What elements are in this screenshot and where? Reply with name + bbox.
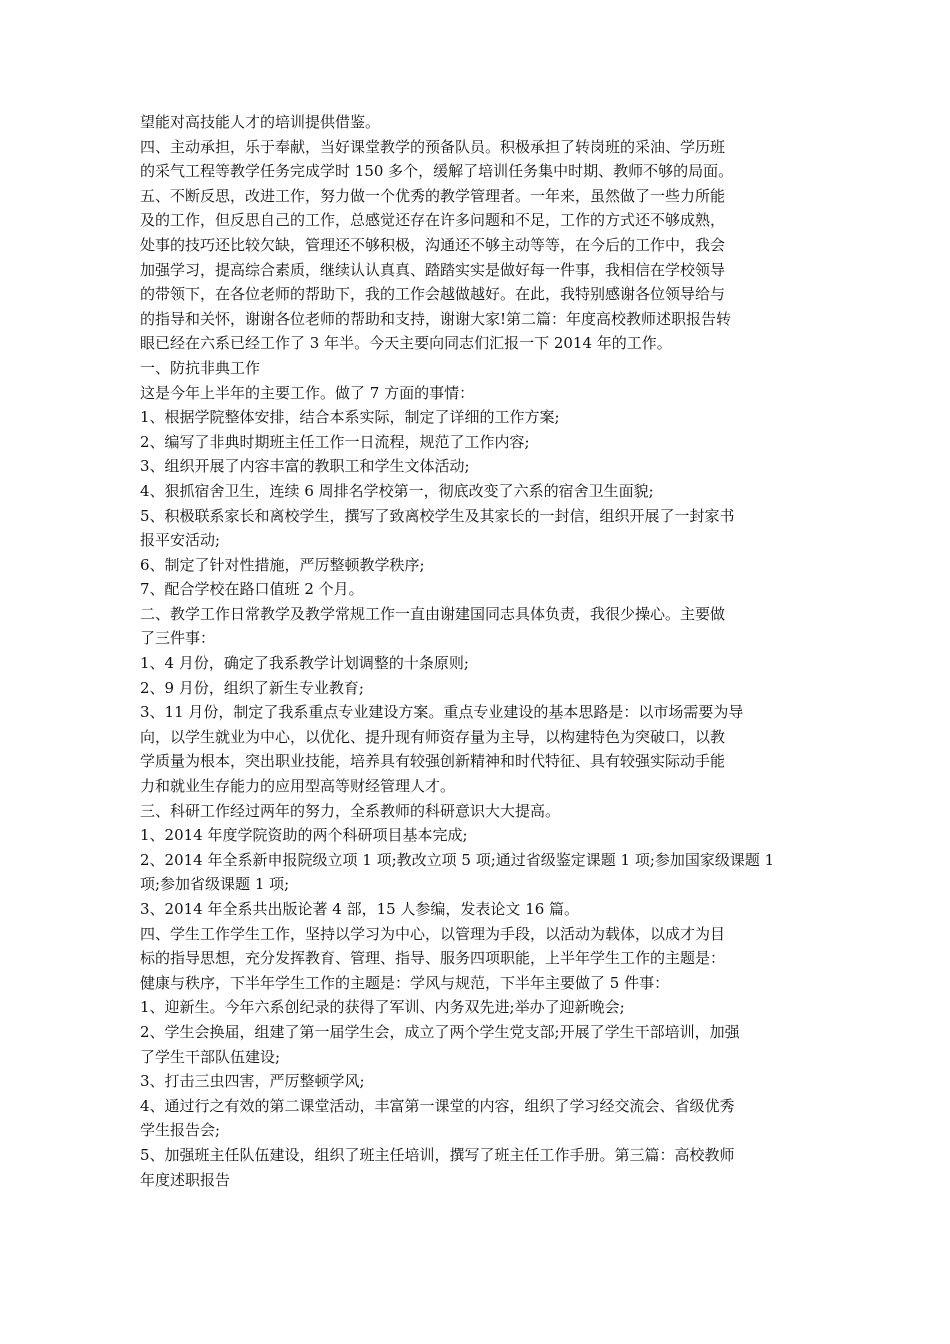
text-line: 三、科研工作经过两年的努力，全系教师的科研意识大大提高。 — [140, 801, 561, 820]
text-line: 的带领下，在各位老师的帮助下，我的工作会越做越好。在此，我特别感谢各位领导给与 — [140, 285, 726, 304]
text-line: 眼已经在六系已经工作了 3 年半。今天主要向同志们汇报一下 2014 年的工作。 — [140, 334, 672, 353]
text-line: 这是今年上半年的主要工作。做了 7 方面的事情： — [140, 383, 475, 402]
text-line: 5、加强班主任队伍建设，组织了班主任培训，撰写了班主任工作手册。第三篇：高校教师 — [140, 1145, 735, 1164]
text-line: 2、9 月份，组织了新生专业教育; — [140, 678, 364, 697]
text-line: 的采气工程等教学任务完成学时 150 多个，缓解了培训任务集中时期、教师不够的局面。 — [140, 162, 734, 181]
text-line: 了学生干部队伍建设; — [140, 1047, 281, 1066]
text-line: 五、不断反思，改进工作，努力做一个优秀的教学管理者。一年来，虽然做了一些力所能 — [140, 186, 726, 205]
text-line: 力和就业生存能力的应用型高等财经管理人才。 — [140, 777, 456, 796]
text-line: 2、2014 年全系新申报院级立项 1 项;教改立项 5 项;通过省级鉴定课题 1 项;参加国家级课题 1 — [140, 850, 775, 869]
text-line: 健康与秩序，下半年学生工作的主题是：学风与规范，下半年主要做了 5 件事： — [140, 973, 670, 992]
text-line: 3、2014 年全系共出版论著 4 部，15 人参编，发表论文 16 篇。 — [140, 900, 580, 918]
text-line: 5、积极联系家长和离校学生，撰写了致离校学生及其家长的一封信，组织开展了一封家书 — [140, 506, 735, 525]
text-line: 加强学习，提高综合素质，继续认认真真、踏踏实实是做好每一件事，我相信在学校领导 — [140, 260, 726, 279]
text-line: 年度述职报告 — [140, 1170, 231, 1189]
text-line: 报平安活动; — [140, 531, 221, 550]
text-line: 1、迎新生。今年六系创纪录的获得了军训、内务双先进;举办了迎新晚会; — [140, 998, 625, 1017]
text-line: 二、教学工作日常教学及教学常规工作一直由谢建国同志具体负责，我很少操心。主要做 — [140, 604, 726, 623]
text-line: 学生报告会; — [140, 1121, 221, 1140]
text-line: 标的指导思想，充分发挥教育、管理、指导、服务四项职能，上半年学生工作的主题是： — [140, 949, 726, 968]
text-line: 6、制定了针对性措施，严厉整顿教学秩序; — [140, 555, 425, 574]
text-line: 7、配合学校在路口值班 2 个月。 — [140, 580, 364, 599]
text-line: 4、通过行之有效的第二课堂活动，丰富第一课堂的内容，组织了学习经交流会、省级优秀 — [140, 1096, 735, 1115]
text-line: 1、根据学院整体安排，结合本系实际，制定了详细的工作方案; — [140, 408, 560, 427]
text-line: 2、学生会换届，组建了第一届学生会，成立了两个学生党支部;开展了学生干部培训，加强 — [140, 1022, 740, 1041]
text-line: 一、防抗非典工作 — [140, 358, 261, 377]
text-line: 项;参加省级课题 1 项; — [140, 875, 290, 894]
document-body — [140, 110, 820, 1192]
text-line: 2、编写了非典时期班主任工作一日流程，规范了工作内容; — [140, 432, 530, 451]
text-line: 3、打击三虫四害，严厉整顿学风; — [140, 1072, 365, 1091]
text-line: 1、4 月份，确定了我系教学计划调整的十条原则; — [140, 654, 469, 673]
text-line: 学质量为根本，突出职业技能，培养具有较强创新精神和时代特征、具有较强实际动手能 — [140, 752, 726, 771]
text-line: 4、狠抓宿舍卫生，连续 6 周排名学校第一，彻底改变了六系的宿舍卫生面貌; — [140, 481, 654, 500]
text-line: 四、学生工作学生工作，坚持以学习为中心，以管理为手段，以活动为载体，以成才为目 — [140, 924, 726, 943]
text-line: 了三件事： — [140, 629, 216, 648]
text-line: 3、11 月份，制定了我系重点专业建设方案。重点专业建设的基本思路是：以市场需要为导 — [140, 703, 744, 722]
text-line: 1、2014 年度学院资助的两个科研项目基本完成; — [140, 826, 468, 845]
text-line: 3、组织开展了内容丰富的教职工和学生文体活动; — [140, 457, 470, 476]
text-line: 向，以学生就业为中心，以优化、提升现有师资存量为主导，以构建特色为突破口，以教 — [140, 727, 726, 746]
text-line: 及的工作，但反思自己的工作，总感觉还存在许多问题和不足，工作的方式还不够成熟， — [140, 211, 726, 230]
text-line: 四、主动承担，乐于奉献，当好课堂教学的预备队员。积极承担了转岗班的采油、学历班 — [140, 137, 726, 156]
text-line: 的指导和关怀，谢谢各位老师的帮助和支持，谢谢大家!第二篇：年度高校教师述职报告转 — [140, 309, 732, 328]
text-line: 处事的技巧还比较欠缺，管理还不够积极，沟通还不够主动等等，在今后的工作中，我会 — [140, 235, 726, 254]
text-line: 望能对高技能人才的培训提供借鉴。 — [140, 113, 381, 131]
